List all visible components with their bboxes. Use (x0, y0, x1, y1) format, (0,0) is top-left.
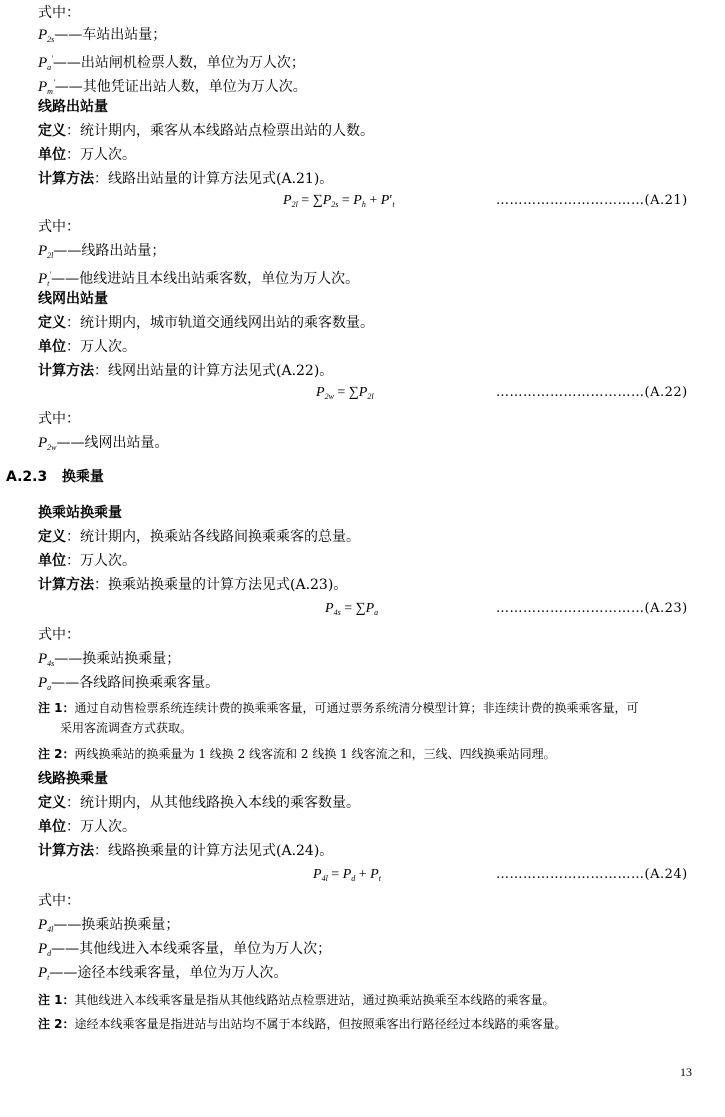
wherein-label: 式中： (38, 219, 80, 235)
variable-definition: $P_{2l}——$线路出站量； (38, 243, 166, 260)
equation-number: ……………………………(A.23) (496, 601, 688, 616)
section-heading: A.2.3 换乘量 (6, 469, 104, 485)
equation-number: ……………………………(A.22) (496, 385, 688, 400)
calc-method-line: 计算方法：换乘站换乘量的计算方法见式(A.23)。 (38, 577, 348, 593)
variable-definition: $P_d——$其他线进入本线乘客量，单位为万人次； (38, 941, 332, 958)
equation-number: ……………………………(A.24) (496, 867, 688, 882)
note: 注 1：通过自动售检票系统连续计费的换乘乘客量，可通过票务系统清分模型计算；非连续计费的换乘乘客量，可 (38, 701, 639, 715)
equation-number: ……………………………(A.21) (496, 193, 688, 208)
subsection-heading: 线路出站量 (38, 99, 108, 115)
note: 注 2：途经本线乘客量是指进站与出站均不属于本线路，但按照乘客出行路径经过本线路的乘客量。 (38, 1017, 567, 1031)
page-number: 13 (680, 1065, 692, 1079)
calc-method-line: 计算方法：线路出站量的计算方法见式(A.21)。 (38, 171, 334, 187)
unit-line: 单位：万人次。 (38, 553, 136, 569)
subsection-heading: 换乘站换乘量 (38, 505, 122, 521)
note-continuation: 采用客流调查方式获取。 (60, 721, 193, 735)
calc-method-line: 计算方法：线路换乘量的计算方法见式(A.24)。 (38, 843, 334, 859)
unit-line: 单位：万人次。 (38, 147, 136, 163)
unit-line: 单位：万人次。 (38, 819, 136, 835)
variable-definition: $P_m'——$其他凭证出站人数，单位为万人次。 (38, 78, 307, 96)
wherein-label: 式中： (38, 893, 80, 909)
variable-definition: $P_a'——$出站闸机检票人数，单位为万人次； (38, 54, 305, 72)
equation-a22: $P_{2w} = \sum P_{2l}$ (316, 385, 374, 401)
variable-definition: $P_{2s}——$车站出站量； (38, 27, 167, 44)
wherein-label: 式中： (38, 627, 80, 643)
definition-line: 定义：统计期内，从其他线路换入本线的乘客数量。 (38, 795, 360, 811)
unit-line: 单位：万人次。 (38, 339, 136, 355)
equation-a24: $P_{4l} = P_d + P_t$ (313, 867, 381, 883)
subsection-heading: 线网出站量 (38, 291, 108, 307)
variable-definition: $P_t'——$他线进站且本线出站乘客数，单位为万人次。 (38, 270, 360, 288)
definition-line: 定义：统计期内，换乘站各线路间换乘乘客的总量。 (38, 529, 360, 545)
note: 注 2：两线换乘站的换乘量为 1 线换 2 线客流和 2 线换 1 线客流之和，三线、四线换乘站同理。 (38, 747, 556, 761)
variable-definition: $P_{2w}——$线网出站量。 (38, 435, 169, 452)
variable-definition: $P_a——$各线路间换乘乘客量。 (38, 675, 220, 692)
calc-method-line: 计算方法：线网出站量的计算方法见式(A.22)。 (38, 363, 334, 379)
subsection-heading: 线路换乘量 (38, 771, 108, 787)
variable-definition: $P_{4l}——$换乘站换乘量； (38, 917, 180, 934)
definition-line: 定义：统计期内，城市轨道交通线网出站的乘客数量。 (38, 315, 374, 331)
equation-a21: $P_{2l} = \sum P_{2s} = P_h + P'_t$ (283, 193, 395, 209)
variable-definition: $P_t——$途径本线乘客量，单位为万人次。 (38, 965, 288, 982)
definition-line: 定义：统计期内，乘客从本线路站点检票出站的人数。 (38, 123, 374, 139)
wherein-label: 式中： (38, 5, 80, 21)
wherein-label: 式中： (38, 411, 80, 427)
variable-definition: $P_{4s}——$换乘站换乘量； (38, 651, 181, 668)
equation-a23: $P_{4s} = \sum P_a$ (325, 601, 379, 617)
note: 注 1：其他线进入本线乘客量是指从其他线路站点检票进站，通过换乘站换乘至本线路的乘客量。 (38, 993, 555, 1007)
